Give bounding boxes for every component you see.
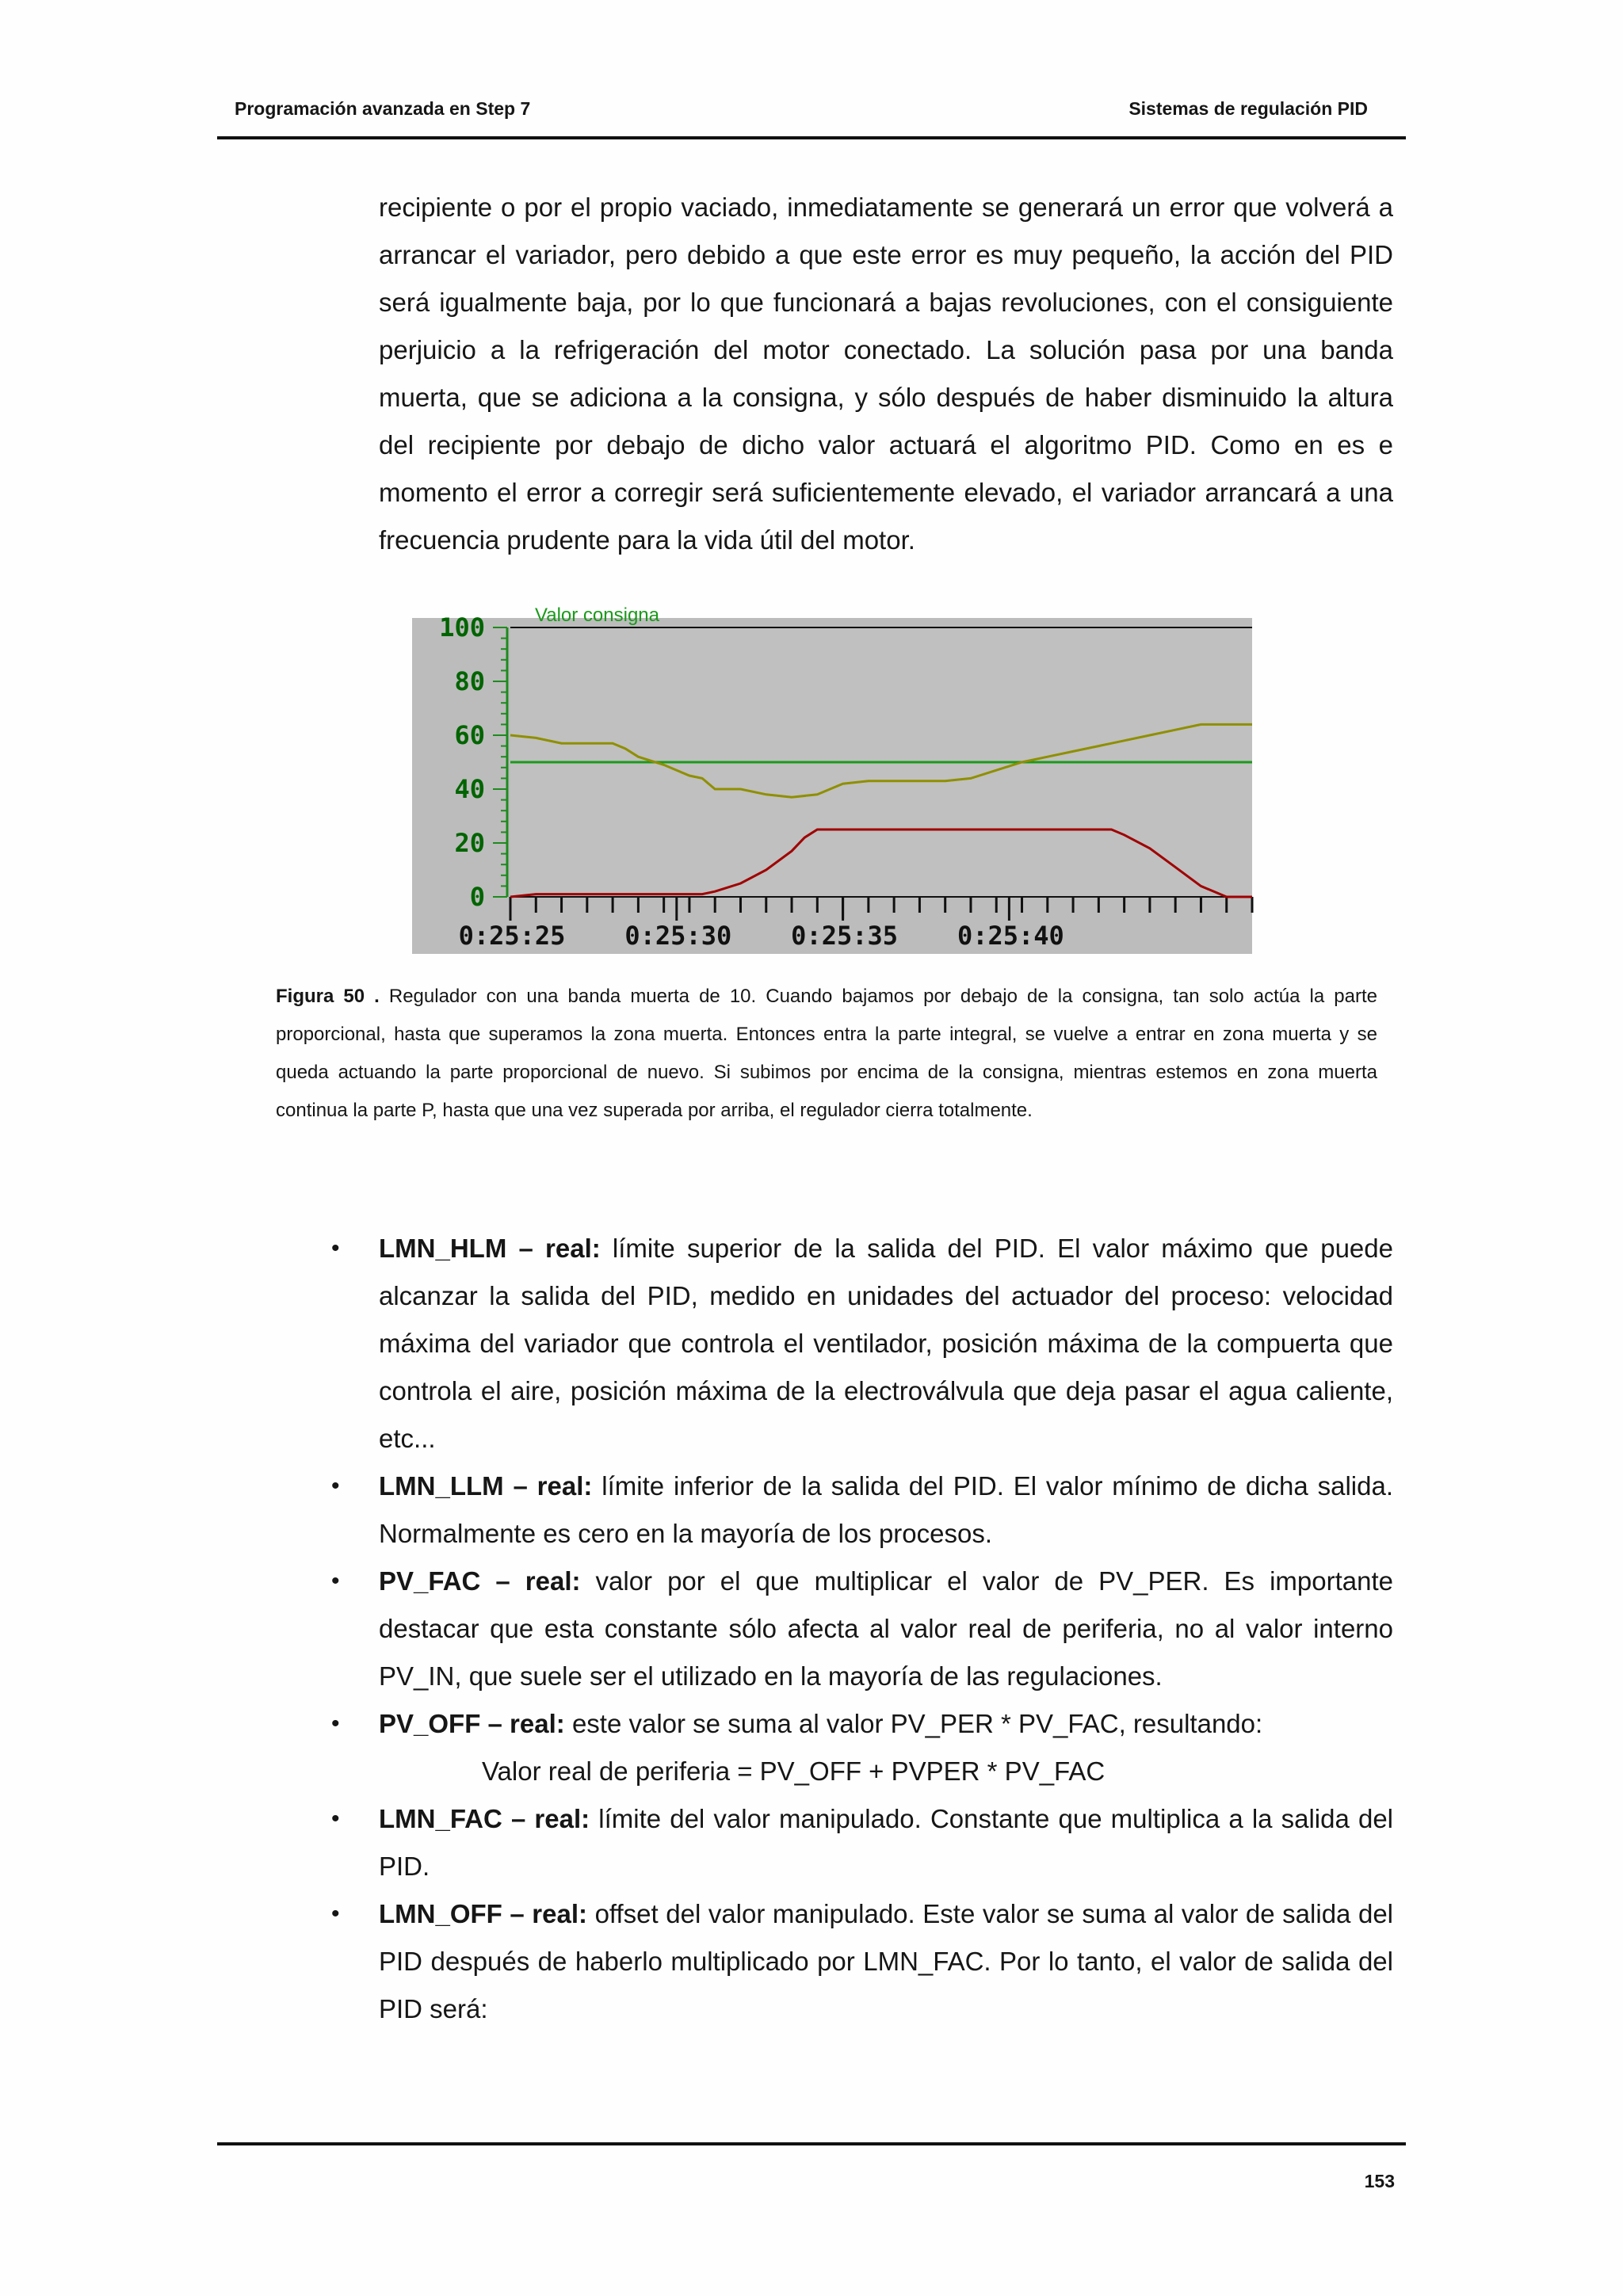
- bullet: •: [331, 1568, 340, 1594]
- y-tick-label: 60: [454, 720, 485, 750]
- parameter-description: límite superior de la salida del PID. El valor máximo que puede alcanzar la salida del PID, medido en unidades del actuador del proceso: velocidad máxima del variador que controla el ventilador, posición máxima de la compuerta que controla el aire, posición máxima de la electroválvula que deja pasar el agua caliente, etc...: [379, 1234, 1393, 1453]
- formula: Valor real de periferia = PV_OFF + PVPER * PV_FAC: [482, 1756, 1106, 1786]
- figure-label: Figura 50 .: [276, 986, 380, 1007]
- footer-rule: [217, 2142, 1406, 2145]
- running-header-section: Sistemas de regulación PID: [1128, 98, 1368, 119]
- y-tick-label: 100: [439, 612, 485, 643]
- running-header-title: Programación avanzada en Step 7: [235, 98, 531, 119]
- parameter-description: valor por el que multiplicar el valor de PV_PER. Es importante destacar que esta constante sólo afecta al valor real de periferia, no al valor interno PV_IN, que suele ser el utilizado en la mayoría de las regulaciones.: [379, 1566, 1393, 1691]
- parameter-name: PV_FAC – real:: [379, 1566, 581, 1596]
- list-item: [331, 1225, 1393, 1463]
- setpoint-label: Valor consigna: [535, 605, 659, 626]
- parameter-name: LMN_LLM – real:: [379, 1471, 593, 1501]
- header-rule: [217, 136, 1406, 139]
- parameter-name: LMN_FAC – real:: [379, 1804, 590, 1833]
- parameter-name: PV_OFF – real:: [379, 1709, 565, 1738]
- x-tick-label: 0:25:40: [957, 921, 1064, 951]
- parameter-description: este valor se suma al valor PV_PER * PV_FAC, resultando:: [571, 1709, 1263, 1738]
- bullet: •: [331, 1901, 340, 1927]
- list-item: [331, 1890, 1394, 2033]
- bullet: •: [331, 1235, 340, 1261]
- bullet: •: [331, 1806, 340, 1832]
- parameter-description: offset del valor manipulado. Este valor se suma al valor de salida del PID después de haberlo multiplicado por LMN_FAC. Por lo tanto, el valor de salida del PID será:: [379, 1899, 1394, 2023]
- list-item: [331, 1795, 1394, 1890]
- pid-trend-chart: [412, 605, 1252, 954]
- figure-caption-text: Regulador con una banda muerta de 10. Cuando bajamos por debajo de la consigna, tan solo actúa la parte proporcional, hasta que superamos la zona muerta. Entonces entra la parte integral, se vuelve a entrar en zona muerta y se queda actuando la parte proporcional de nuevo. Si subimos por encima de la consigna, mientras estemos en zona muerta continua la parte P, hasta que una vez superada por arriba, el regulador cierra totalmente.: [276, 986, 1377, 1121]
- list-item: [331, 1558, 1393, 1700]
- x-tick-label: 0:25:30: [624, 921, 732, 951]
- x-tick-label: 0:25:35: [791, 921, 899, 951]
- list-item: [331, 1700, 1393, 1795]
- y-tick-label: 40: [454, 774, 485, 804]
- body-paragraph: recipiente o por el propio vaciado, inmediatamente se generará un error que volverá a arrancar el variador, pero debido a que este error es muy pequeño, la acción del PID será igualmente baja, por lo que funcionará a bajas revoluciones, con el consiguiente perjuicio a la refrigeración del motor conectado. La solución pasa por una banda muerta, que se adiciona a la consigna, y sólo después de haber disminuido la altura del recipiente por debajo de dicho valor actuará el algoritmo PID. Como en es e momento el error a corregir será suficientemente elevado, el variador arrancará a una frecuencia prudente para la vida útil del motor.: [379, 193, 1393, 555]
- page-number: 153: [1364, 2171, 1395, 2191]
- parameter-name: LMN_OFF – real:: [379, 1899, 587, 1928]
- x-tick-label: 0:25:25: [458, 921, 566, 951]
- parameter-list: [331, 1225, 1394, 2033]
- y-tick-label: 0: [469, 882, 485, 912]
- list-item: [331, 1463, 1393, 1558]
- parameter-description: límite del valor manipulado. Constante que multiplica a la salida del PID.: [379, 1804, 1394, 1881]
- figure-caption: [276, 978, 1377, 1130]
- parameter-description: límite inferior de la salida del PID. El valor mínimo de dicha salida. Normalmente es cero en la mayoría de los procesos.: [379, 1471, 1393, 1548]
- bullet: •: [331, 1711, 340, 1737]
- y-tick-label: 20: [454, 828, 485, 858]
- bullet: •: [331, 1473, 340, 1499]
- parameter-name: LMN_HLM – real:: [379, 1234, 601, 1263]
- y-tick-label: 80: [454, 666, 485, 696]
